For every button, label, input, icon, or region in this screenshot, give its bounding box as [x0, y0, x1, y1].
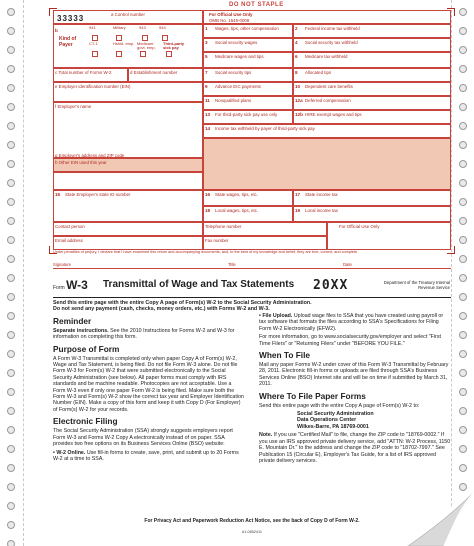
date-label: Date [343, 262, 352, 267]
sprocket-hole-icon [7, 331, 15, 339]
sprocket-hole-icon [459, 350, 467, 358]
sprocket-hole-icon [7, 369, 15, 377]
form-code: W-3 [66, 278, 88, 292]
box-number: 1 [205, 26, 208, 31]
sprocket-hole-icon [459, 464, 467, 472]
w3-form-page [23, 0, 452, 546]
box-label: Local income tax [305, 208, 338, 213]
left-sprocket-strip [0, 0, 22, 546]
box-number: 3 [205, 40, 208, 45]
instructions-right [259, 313, 451, 466]
payer-type-label: CT-1 [89, 41, 98, 46]
payer-type-label: 941 [89, 25, 96, 30]
box-number: 2 [295, 26, 298, 31]
box-h-label: h Other EIN used this year [55, 160, 107, 165]
box-label: Wages, tips, other compensation [215, 26, 279, 31]
privacy-notice: For Privacy Act and Paperwork Reduction Act Notice, see the back of Copy D of Form W-2. [144, 518, 360, 524]
sprocket-hole-icon [7, 198, 15, 206]
sprocket-hole-icon [459, 198, 467, 206]
sprocket-hole-icon [459, 255, 467, 263]
sprocket-hole-icon [459, 274, 467, 282]
box-number: 12a [295, 98, 303, 103]
box-number: 7 [205, 70, 208, 75]
box-label: Social security wages [215, 40, 258, 45]
payer-type-checkbox[interactable] [166, 51, 172, 57]
payer-type-checkbox[interactable] [116, 51, 122, 57]
sprocket-hole-icon [7, 407, 15, 415]
box-number: 6 [295, 54, 298, 59]
sprocket-hole-icon [459, 160, 467, 168]
box-number: 12b [295, 112, 303, 117]
box-number: 11 [205, 98, 210, 103]
sprocket-hole-icon [459, 8, 467, 16]
box-number: 10 [295, 84, 301, 89]
payer-type-label: Third-party sick pay [163, 41, 185, 51]
box-label: Social security tax withheld [305, 40, 358, 45]
sprocket-hole-icon [7, 312, 15, 320]
contact-label: Contact person [55, 224, 85, 229]
box-label: For third-party sick pay use only [215, 112, 278, 117]
box-number: 16 [205, 192, 211, 197]
payer-type-label: 944 [159, 25, 166, 30]
box-number: 9 [205, 84, 208, 89]
paragraph: For more information, go to www.socialsecurity.gov/employer and select "First Time Filers" or "Returning Filers" under "BEFORE YOU FILE." [259, 334, 441, 347]
catalog-number: #1-0852411 [242, 530, 262, 534]
box-number: 18 [205, 208, 211, 213]
sprocket-hole-icon [459, 217, 467, 225]
sprocket-hole-icon [459, 388, 467, 396]
sprocket-hole-icon [7, 141, 15, 149]
control-code: 33333 [57, 14, 85, 23]
payer-type-checkbox[interactable] [92, 51, 98, 57]
payer-type-label: Hshld. emp. [113, 41, 135, 46]
box-label: Deferred compensation [305, 98, 351, 103]
box-label: Medicare tax withheld [305, 54, 348, 59]
box-label: Medicare wages and tips [215, 54, 264, 59]
box-number: 13 [205, 112, 211, 117]
box-number: 19 [295, 208, 301, 213]
box-label: State income tax [305, 192, 338, 197]
box-f-label: f Employer's name [55, 104, 92, 109]
send-line-2: Do not send any payment (cash, checks, money orders, etc.) with Forms W-2 and W-3. [53, 306, 270, 313]
box-label: Local wages, tips, etc. [215, 208, 259, 213]
sprocket-hole-icon [7, 27, 15, 35]
paragraph: Send this entire page with the entire Copy A page of Form(s) W-2 to: [259, 402, 420, 409]
box-label: Dependent care benefits [305, 84, 353, 89]
sprocket-hole-icon [459, 179, 467, 187]
sprocket-hole-icon [7, 8, 15, 16]
box-label: Income tax withheld by payer of third-party sick pay [215, 126, 315, 131]
paragraph: The Social Security Administration (SSA) strongly suggests employers report Form W-3 and Forms W-2 Copy A electronically instead of on paper. SSA provides two free options on its Business Services Online (BSO) website: [53, 428, 233, 448]
sprocket-hole-icon [7, 426, 15, 434]
paragraph: A Form W-3 Transmittal is completed only when paper Copy A of Form(s) W-2, Wage and Tax Statement, is being filed. Do not file Form W-3 alone. Do not file Form W-3 for Form(s) W-2 that were submitted electronically to the Social Security Administration (see below). All paper forms must comply with IRS standards and be machine readable. Photocopies are not acceptable. Use a Form W-3 even if only one paper Form W-2 is being filed. Make sure both the Form W-3 and Form(s) W-2 show the correct tax year and Employer Identification Number (EIN). Make a copy of this form and keep it with Copy D (For Employer) of Form(s) W-2 for your records. [53, 355, 244, 413]
box-label: Advance EIC payments [215, 84, 261, 89]
payer-type-label: 943 [139, 25, 146, 30]
shaded-band [203, 138, 451, 190]
box-number: 14 [205, 126, 211, 131]
sprocket-hole-icon [459, 65, 467, 73]
send-line-1: Send this entire page with the entire Copy A page of Form(s) W-2 to the Social Security Administration. [53, 300, 312, 306]
mailing-address [259, 411, 451, 430]
sprocket-hole-icon [7, 350, 15, 358]
paragraph: • W-2 Online. Use fill-in forms to create, save, print, and submit up to 20 Forms W-2 at a time to SSA. [53, 449, 239, 462]
paragraph: Mail any paper Forms W-2 under cover of this Form W-3 Transmittal by February 28, 2011. Electronic fill-in forms or uploads are filed through SSA's Business Services Online (BSO) Internet site and will be on time if submitted by March 31, 2011. [259, 362, 449, 388]
form-year: 20XX [313, 278, 349, 293]
official-use-bottom-label: For Official Use Only [339, 224, 380, 229]
sprocket-hole-icon [7, 179, 15, 187]
sprocket-hole-icon [459, 236, 467, 244]
sprocket-hole-icon [459, 445, 467, 453]
box-label: Federal income tax withheld [305, 26, 360, 31]
paragraph: • File Upload. Upload wage files to SSA that you have created using payroll or tax software that formats the files according to SSA's Specifications for Filing Form W-2 Electronically (EFW2). [259, 313, 444, 332]
omb-label: OMB No. 1545-0008 [209, 18, 250, 23]
sprocket-hole-icon [7, 46, 15, 54]
sprocket-hole-icon [7, 464, 15, 472]
address-line: Data Operations Center [297, 417, 357, 424]
sprocket-hole-icon [459, 369, 467, 377]
box-d-label: d Establishment number [130, 70, 178, 75]
penalty-statement: Under penalties of perjury, I declare that I have examined this return and accompanying documents, and, to the best of my knowledge and belief, they are true, correct, and complete. [53, 250, 359, 254]
sprocket-hole-icon [459, 407, 467, 415]
sprocket-hole-icon [459, 122, 467, 130]
sprocket-hole-icon [459, 46, 467, 54]
sprocket-hole-icon [7, 293, 15, 301]
signature-label: Signature [53, 262, 71, 267]
sprocket-hole-icon [7, 160, 15, 168]
section-heading: Electronic Filing [53, 416, 118, 427]
sprocket-hole-icon [7, 388, 15, 396]
box-b-label: b [55, 28, 58, 33]
sprocket-hole-icon [459, 293, 467, 301]
right-sprocket-strip [452, 0, 474, 546]
box-number: 17 [295, 192, 301, 197]
box-number: 8 [295, 70, 298, 75]
box-15-num: 15 [55, 192, 61, 197]
box-e-label: e Employer identification number (EIN) [55, 84, 131, 89]
section-heading: Where To File Paper Forms [259, 390, 366, 401]
title-label: Title [228, 262, 236, 267]
sprocket-hole-icon [459, 141, 467, 149]
form-title: Transmittal of Wage and Tax Statements [103, 279, 295, 290]
section-heading: When To File [259, 350, 311, 361]
box-f[interactable] [53, 102, 203, 158]
control-number-label: a Control number [111, 12, 145, 17]
sprocket-hole-icon [7, 122, 15, 130]
address-line: Wilkes-Barre, PA 18769-0001 [297, 423, 369, 430]
do-not-staple-label: DO NOT STAPLE [229, 2, 284, 8]
sprocket-hole-icon [7, 84, 15, 92]
payer-type-checkbox[interactable] [140, 51, 146, 57]
sprocket-hole-icon [7, 236, 15, 244]
section-heading: Purpose of Form [53, 343, 120, 354]
header-rule [53, 297, 451, 298]
sprocket-hole-icon [459, 312, 467, 320]
sprocket-hole-icon [7, 65, 15, 73]
sprocket-hole-icon [7, 445, 15, 453]
fax-label: Fax number [205, 238, 229, 243]
official-use-label: For Official Use Only [209, 12, 253, 17]
signature-line[interactable] [53, 268, 451, 269]
sprocket-hole-icon [459, 27, 467, 35]
box-15-label: State Employer's state ID number [65, 192, 131, 197]
sprocket-hole-icon [7, 483, 15, 491]
sprocket-hole-icon [7, 521, 15, 529]
box-label: State wages, tips, etc. [215, 192, 258, 197]
paragraph: Separate instructions. See the 2010 Instructions for Forms W-2 and W-3 for information on completing this form. [53, 327, 235, 341]
box-label: Social security tips [215, 70, 252, 75]
payer-type-label: Medicare govt. emp. [137, 41, 156, 51]
box-number: 4 [295, 40, 298, 45]
page-curl-icon [404, 488, 474, 546]
kind-of-payer-label: Kind of Payer [59, 36, 77, 48]
box-c-label: c Total number of Forms W-2 [55, 70, 112, 75]
sprocket-hole-icon [7, 255, 15, 263]
payer-type-label: Military [113, 25, 126, 30]
form-id [53, 278, 88, 292]
tel-label: Telephone number [205, 224, 242, 229]
paragraph: Note. If you use "Certified Mail" to file, change the ZIP code to "18769-0002." If you use an IRS approved private delivery service, add "ATTN: W-2 Process, 1150 E. Mountain Dr." to the address and change the ZIP code to "18702-7997." See Publication 15 (Circular E), Employer's Tax Guide, for a list of IRS approved private delivery services. [259, 432, 451, 464]
box-g-label: g Employer's address and ZIP code [55, 153, 125, 158]
sprocket-hole-icon [459, 84, 467, 92]
department-label: Department of the Treasury Internal Revenue Service [383, 280, 450, 290]
box-number: 5 [205, 54, 208, 59]
sprocket-hole-icon [7, 274, 15, 282]
sprocket-hole-icon [459, 426, 467, 434]
form-word: Form [53, 285, 65, 291]
sprocket-hole-icon [7, 103, 15, 111]
sprocket-hole-icon [7, 502, 15, 510]
sprocket-hole-icon [7, 540, 15, 546]
box-label: HIRE exempt wages and tips [305, 112, 362, 117]
sprocket-hole-icon [7, 217, 15, 225]
w3-red-form [53, 2, 451, 250]
section-heading: Reminder [53, 315, 92, 326]
email-label: Email address [55, 238, 83, 243]
sprocket-hole-icon [459, 331, 467, 339]
box-label: Nonqualified plans [215, 98, 252, 103]
sprocket-hole-icon [459, 103, 467, 111]
box-h-extra [53, 172, 203, 190]
address-line: Social Security Administration [297, 411, 374, 418]
box-label: Allocated tips [305, 70, 332, 75]
